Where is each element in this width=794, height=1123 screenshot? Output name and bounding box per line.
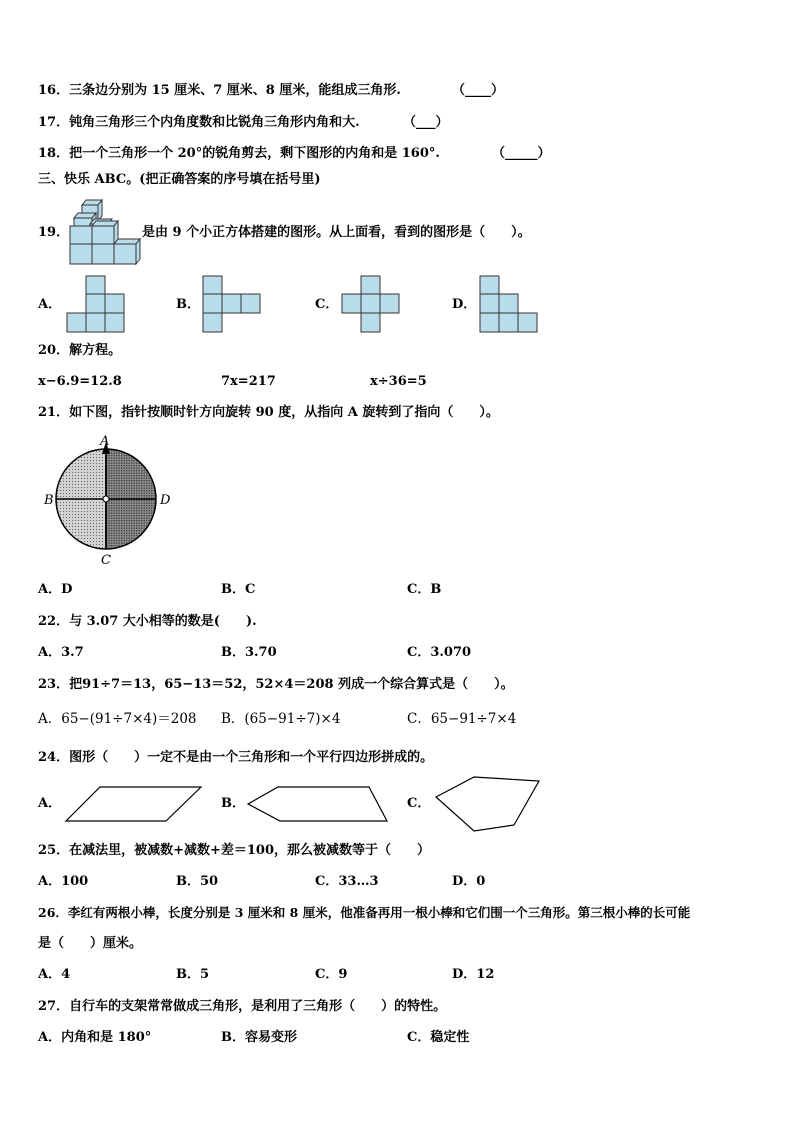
q24-option-c[interactable]: C． <box>407 796 431 811</box>
q17-blank[interactable]: （___） <box>403 115 449 130</box>
q27-text: 27．自行车的支架常常做成三角形，是利用了三角形（ ）的特性。 <box>38 999 447 1014</box>
shape-option-a <box>64 785 204 825</box>
q20-equation-3: x÷36=5 <box>370 374 427 389</box>
q27-option-c[interactable]: C．稳定性 <box>407 1030 470 1045</box>
q18-text: 18．把一个三角形一个 20°的锐角剪去，剩下图形的内角和是 160°. <box>38 146 440 161</box>
q18-blank[interactable]: （_____） <box>492 146 551 161</box>
q24-option-a[interactable]: A． <box>38 796 62 811</box>
q27-option-a[interactable]: A．内角和是 180° <box>38 1030 152 1045</box>
view-option-d <box>479 275 539 335</box>
q19-option-d[interactable]: D． <box>452 297 477 312</box>
q25-option-b[interactable]: B．50 <box>176 874 219 889</box>
q20-text: 20．解方程。 <box>38 343 122 358</box>
q23-option-a[interactable]: A．65−(91÷7×4)＝208 <box>38 711 197 727</box>
q22-option-c[interactable]: C．3.070 <box>407 645 472 660</box>
q22-option-b[interactable]: B．3.70 <box>221 645 277 660</box>
q25-option-c[interactable]: C．33…3 <box>315 874 379 889</box>
q27-option-b[interactable]: B．容易变形 <box>221 1030 297 1045</box>
q20-equation-1: x−6.9=12.8 <box>38 374 122 389</box>
q21-option-a[interactable]: A．D <box>38 582 73 597</box>
q24-text: 24．图形（ ）一定不是由一个三角形和一个平行四边形拼成的。 <box>38 750 434 765</box>
q19-option-b[interactable]: B． <box>176 297 200 312</box>
dial-label-c: C <box>101 553 111 568</box>
q26-option-c[interactable]: C．9 <box>315 967 348 982</box>
shape-option-b <box>246 785 391 825</box>
q19-text: 是由 9 个小正方体搭建的图形。从上面看，看到的图形是（ ）。 <box>142 225 531 240</box>
q20-equation-2: 7x=217 <box>221 374 276 389</box>
q23-option-b[interactable]: B．(65−91÷7)×4 <box>221 711 341 727</box>
dial-label-a: A <box>100 434 110 449</box>
shape-option-c <box>434 775 544 835</box>
q23-text: 23．把91÷7＝13，65−13＝52，52×4＝208 列成一个综合算式是（ ）。 <box>38 677 514 692</box>
section-heading: 三、快乐 ABC。(把正确答案的序号填在括号里) <box>38 172 321 187</box>
q21-option-b[interactable]: B．C <box>221 582 256 597</box>
q23-option-c[interactable]: C．65−91÷7×4 <box>407 711 517 727</box>
q21-text: 21．如下图，指针按顺时针方向旋转 90 度，从指向 A 旋转到了指向（ ）。 <box>38 405 499 420</box>
q17-text: 17．钝角三角形三个内角度数和比锐角三角形内角和大. <box>38 115 360 130</box>
q16-blank[interactable]: （____） <box>452 83 505 98</box>
q21-option-c[interactable]: C．B <box>407 582 442 597</box>
q19-number: 19． <box>38 225 70 240</box>
q25-option-d[interactable]: D．0 <box>452 874 486 889</box>
q22-option-a[interactable]: A．3.7 <box>38 645 84 660</box>
cube-stack-figure <box>68 198 148 268</box>
q26-text-line1: 26．李红有两根小棒，长度分别是 3 厘米和 8 厘米，他准备再用一根小棒和它们围一个三角形。第三根小棒的长可能 <box>38 905 691 920</box>
dial-label-b: B <box>44 493 54 508</box>
q22-text: 22．与 3.07 大小相等的数是( ). <box>38 614 257 629</box>
pointer-dial-figure <box>38 432 178 572</box>
q19-option-a[interactable]: A． <box>38 297 62 312</box>
q26-option-d[interactable]: D．12 <box>452 967 495 982</box>
q26-text-line2: 是（ ）厘米。 <box>38 936 143 951</box>
q25-text: 25．在减法里，被减数+减数+差＝100，那么被减数等于（ ） <box>38 843 431 858</box>
view-option-c <box>341 275 401 335</box>
q26-option-b[interactable]: B．5 <box>176 967 210 982</box>
q25-option-a[interactable]: A．100 <box>38 874 89 889</box>
q26-option-a[interactable]: A．4 <box>38 967 71 982</box>
dial-label-d: D <box>160 493 171 508</box>
q16-text: 16．三条边分别为 15 厘米、7 厘米、8 厘米，能组成三角形. <box>38 83 401 98</box>
view-option-a <box>66 275 126 335</box>
view-option-b <box>202 275 262 335</box>
q19-option-c[interactable]: C． <box>315 297 339 312</box>
q24-option-b[interactable]: B． <box>221 796 245 811</box>
